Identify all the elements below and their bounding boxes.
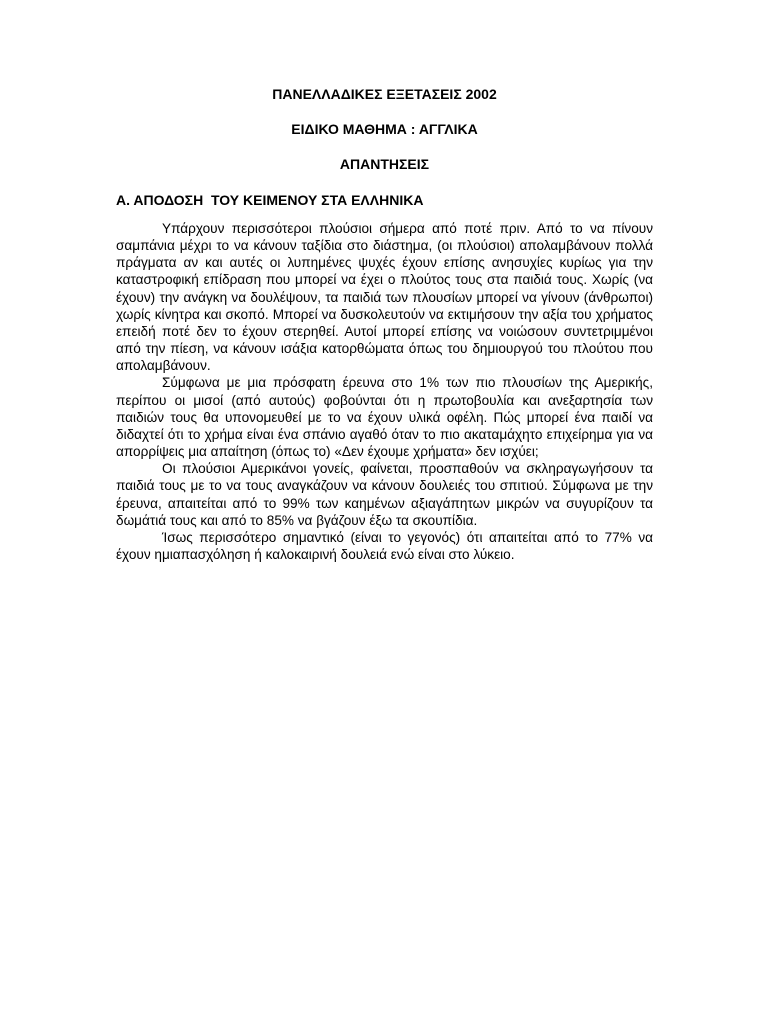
paragraph-2: Σύμφωνα με μια πρόσφατη έρευνα στο 1% των πιο πλουσίων της Αμερικής, περίπου οι μισοί (από αυτούς) φοβούνται ότι η πρωτοβουλία και ανεξαρτησία των παιδιών τους θα υπονομευθεί με το να έχουν υλικά οφέλη. Πώς μπορεί ένα παιδί να διδαχτεί ότι το χρήμα είναι ένα σπάνιο αγαθό όταν το πιο ακαταμάχητο επιχείρημα για να απορρίψεις μια απαίτηση (όπως το) «Δεν έχουμε χρήματα» δεν ισχύει; [116,375,653,460]
subject-title: ΕΙΔΙΚΟ ΜΑΘΗΜΑ : ΑΓΓΛΙΚΑ [291,121,478,137]
document-page [116,86,653,563]
paragraph-1: Υπάρχουν περισσότεροι πλούσιοι σήμερα από ποτέ πριν. Από το να πίνουν σαμπάνια μέχρι το να κάνουν ταξίδια στο διάστημα, (οι πλούσιοι) απολαμβάνουν πολλά πράγματα αν και αυτές οι λυπημένες ψυχές έχουν επίσης ανησυχίες κυρίως για την καταστροφική επίδραση που μπορεί να έχει ο πλούτος τους στα παιδιά τους. Χωρίς (να έχουν) την ανάγκη να δουλέψουν, τα παιδιά των πλουσίων μπορεί να γίνουν (άνθρωποι) χωρίς κίνητρα και σκοπό. Μπορεί να δυσκολευτούν να εκτιμήσουν την αξία του χρήματος επειδή ποτέ δεν το έχουν στερηθεί. Αυτοί μπορεί επίσης να νοιώσουν συντετριμμένοι από την πίεση, να κάνουν ισάξια κατορθώματα όπως του δημιουργού του πλούτου που απολαμβάνουν. [116,221,653,374]
section-heading: Α. ΑΠΟΔΟΣΗ ΤΟΥ ΚΕΙΜΕΝΟΥ ΣΤΑ ΕΛΛΗΝΙΚΑ [116,192,424,208]
answers-title: ΑΠΑΝΤΗΣΕΙΣ [339,156,430,172]
translation-body [116,220,653,563]
paragraph-4: Ίσως περισσότερο σημαντικό (είναι το γεγονός) ότι απαιτείται από το 77% να έχουν ημιαπασχόληση ή καλοκαιρινή δουλειά ενώ είναι στο λύκειο. [116,529,653,562]
paragraph-3: Οι πλούσιοι Αμερικάνοι γονείς, φαίνεται, προσπαθούν να σκληραγωγήσουν τα παιδιά τους με το να τους αναγκάζουν να κάνουν δουλειές του σπιτιού. Σύμφωνα με την έρευνα, απαιτείται από το 99% των καημένων αξιαγάπητων μικρών να συγυρίζουν τα δωμάτιά τους και από το 85% να βγάζουν έξω τα σκουπίδια. [116,461,653,528]
exam-title: ΠΑΝΕΛΛΑΔΙΚΕΣ ΕΞΕΤΑΣΕΙΣ 2002 [272,86,497,102]
